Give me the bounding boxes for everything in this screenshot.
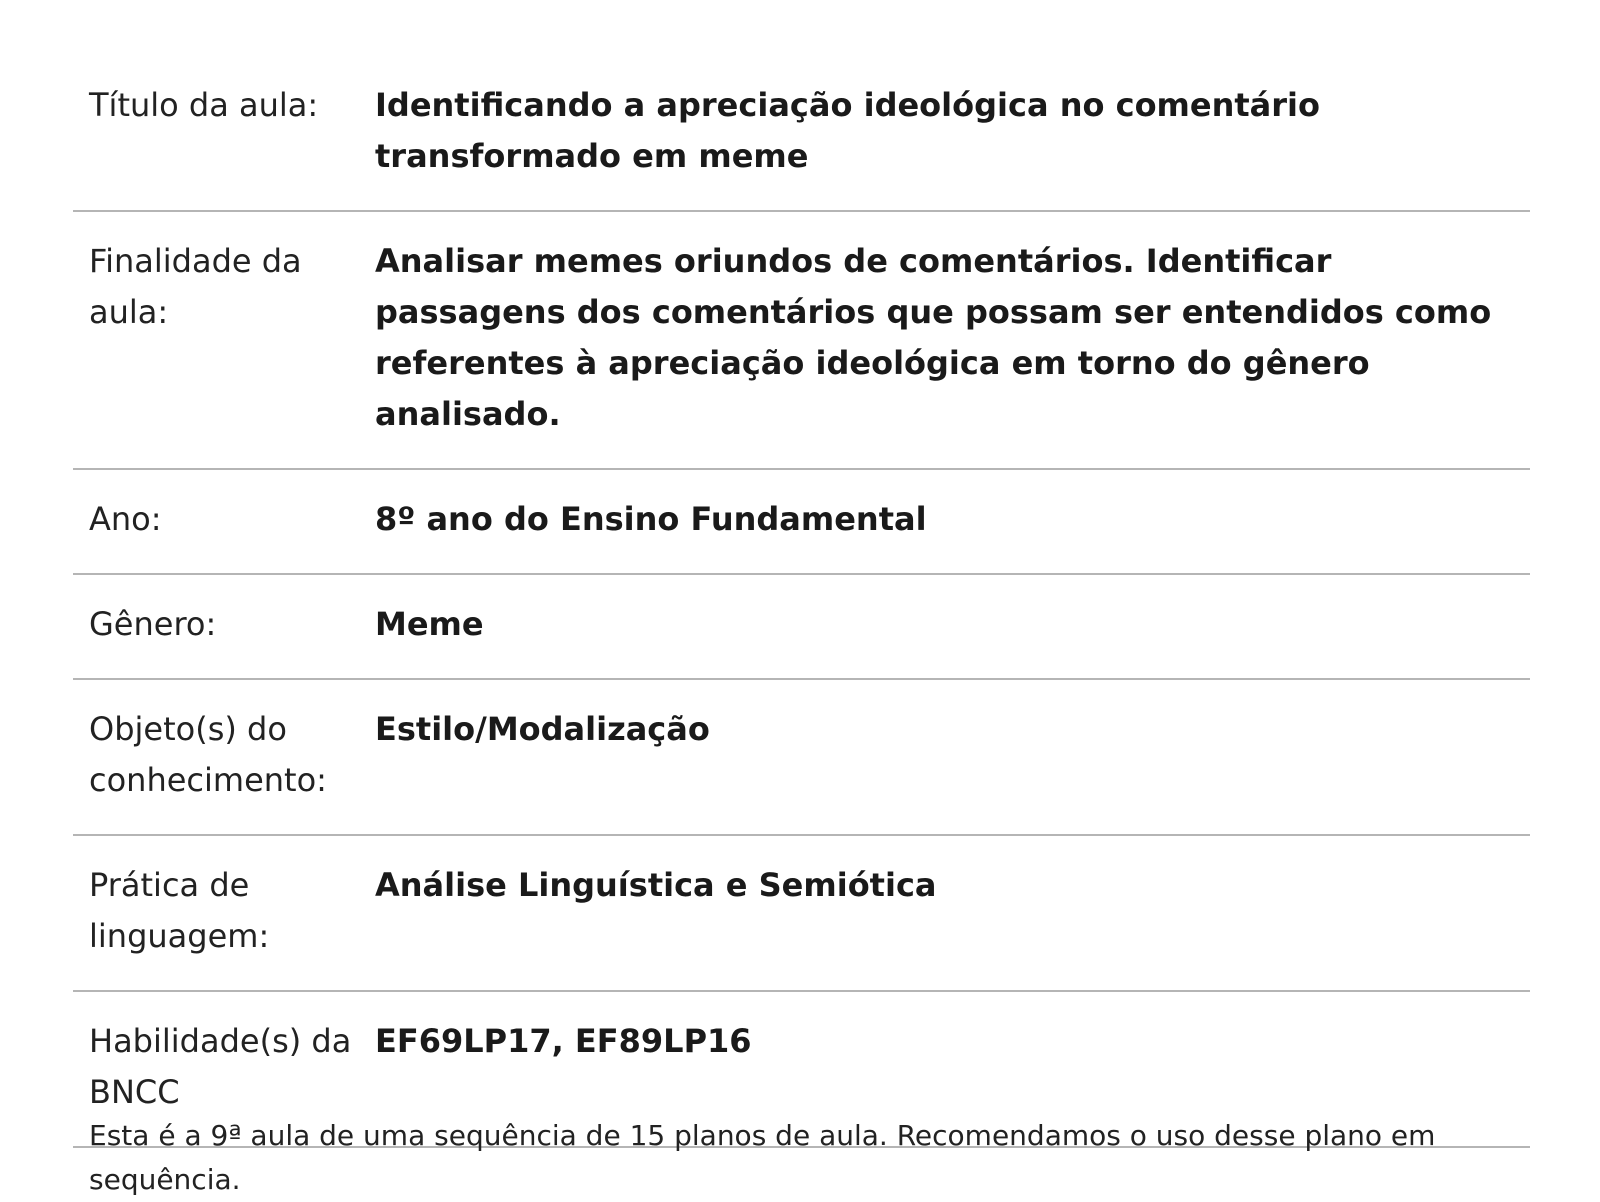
sequence-footnote: Esta é a 9ª aula de uma sequência de 15 planos de aula. Recomendamos o uso desse plano em sequência. [89, 1119, 1436, 1196]
table-row-purpose [73, 212, 1530, 470]
row-label-year: Ano: [89, 500, 162, 538]
table-row-knowledge-object [73, 680, 1530, 836]
lesson-info-table [73, 56, 1530, 1148]
row-label-purpose: Finalidade da aula: [89, 242, 302, 331]
row-value-knowledge-object: Estilo/Modalização [375, 710, 710, 748]
row-value-year: 8º ano do Ensino Fundamental [375, 500, 927, 538]
row-value-language-practice: Análise Linguística e Semiótica [375, 866, 937, 904]
row-label-language-practice: Prática de linguagem: [89, 866, 270, 955]
row-label-bncc-skills: Habilidade(s) da BNCC [89, 1022, 352, 1111]
table-row-language-practice [73, 836, 1530, 992]
row-label-knowledge-object: Objeto(s) do conhecimento: [89, 710, 327, 799]
row-value-purpose: Analisar memes oriundos de comentários. Identificar passagens dos comentários que possam ser entendidos como referentes à apreciação ideológica em torno do gênero analisado. [375, 242, 1492, 433]
row-value-title: Identificando a apreciação ideológica no comentário transformado em meme [375, 86, 1320, 175]
row-label-genre: Gênero: [89, 605, 217, 643]
row-value-bncc-skills: EF69LP17, EF89LP16 [375, 1022, 752, 1060]
table-row-genre [73, 575, 1530, 680]
table-row-title [73, 56, 1530, 212]
row-label-title: Título da aula: [89, 86, 319, 124]
table-row-year [73, 470, 1530, 575]
row-value-genre: Meme [375, 605, 484, 643]
